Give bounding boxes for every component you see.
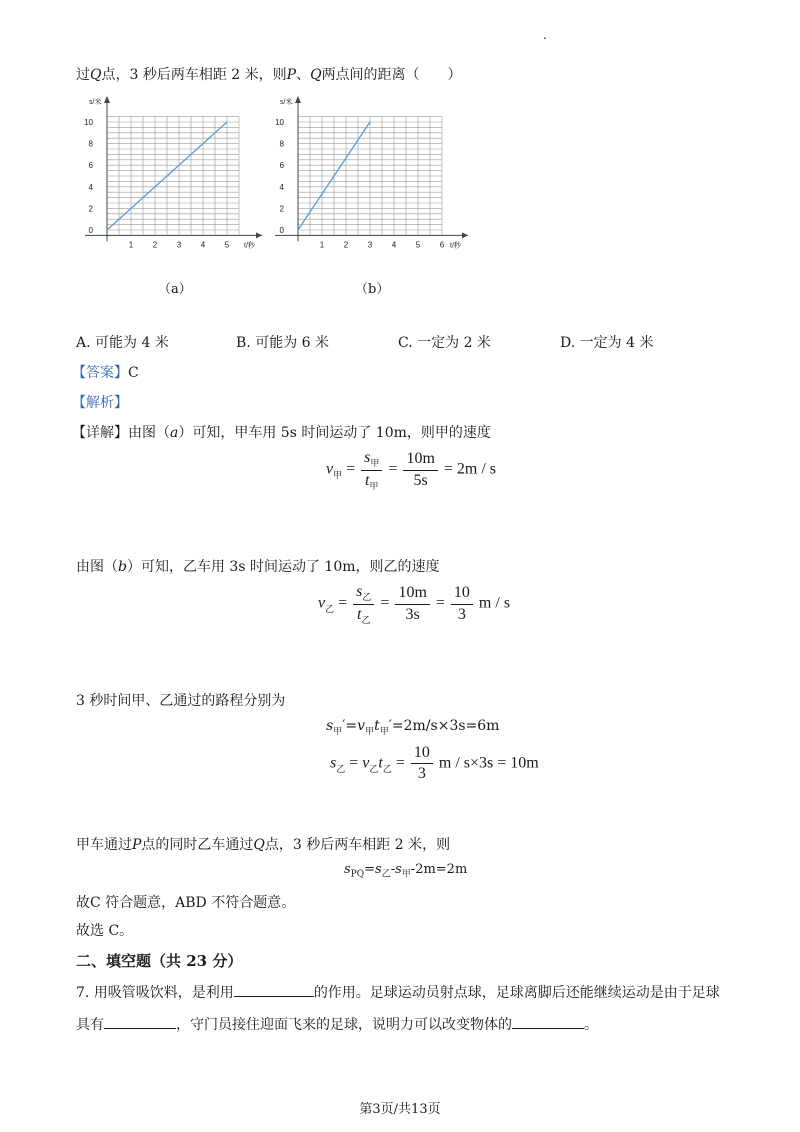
option-b: B. 可能为 6 米 bbox=[236, 335, 330, 351]
y-tick-label: 10 bbox=[275, 118, 284, 127]
x-tick-label: 2 bbox=[343, 240, 349, 250]
analysis-tag: 【解析】 bbox=[72, 395, 128, 411]
y-axis-label: s/米 bbox=[280, 99, 293, 106]
x-axis-label: t/秒 bbox=[450, 242, 461, 250]
y-tick-label: 8 bbox=[88, 139, 93, 149]
answer-line bbox=[72, 362, 139, 382]
y-tick-label: 4 bbox=[88, 182, 93, 192]
y-tick-label: 2 bbox=[279, 204, 284, 214]
equation-path-jia: $s_甲'=v_甲t_甲'=2m/s\times 3s=6m$ bbox=[326, 718, 500, 737]
y-tick-label: 0 bbox=[88, 226, 93, 235]
equation-speed-yi: $v_乙$ = $\frac{s_乙}{t_乙}$ = $\frac{10m}{3s}$ = $\frac{10}{3}$ m / s bbox=[318, 583, 511, 625]
y-tick-label: 6 bbox=[279, 161, 284, 171]
y-tick-label: 8 bbox=[279, 139, 284, 149]
x-tick-label: 5 bbox=[415, 240, 421, 250]
x-tick-label: 2 bbox=[152, 240, 158, 250]
x-tick-label: 5 bbox=[224, 240, 230, 250]
equation-path-yi: $s_乙 = v_乙t_乙$ = $\frac{10}{3}$ m / s×3s = 10m bbox=[330, 744, 539, 783]
option-a: A. 可能为 4 米 bbox=[76, 335, 169, 351]
chart-b bbox=[270, 92, 475, 267]
detail-line-b: 由图（b）可知，乙车用 3s 时间运动了 10m，则乙的速度 bbox=[76, 559, 440, 575]
chart-a bbox=[80, 92, 270, 267]
x-tick-label: 4 bbox=[200, 240, 206, 250]
y-tick-label: 0 bbox=[279, 226, 284, 235]
x-axis-label: t/秒 bbox=[244, 242, 255, 250]
option-d: D. 一定为 4 米 bbox=[560, 335, 654, 351]
x-axis-arrow bbox=[256, 232, 262, 238]
y-axis-arrow bbox=[104, 96, 110, 103]
detail-path-text: 3 秒时间甲、乙通过的路程分别为 bbox=[76, 693, 286, 709]
header-dot: . bbox=[543, 28, 547, 42]
detail-conclusion: 故C 符合题意，ABD 不符合题意。 bbox=[76, 895, 296, 911]
section-title: 二、填空题（共 23 分） bbox=[76, 952, 243, 970]
x-tick-label: 1 bbox=[128, 240, 134, 250]
equation-speed-jia: $v_甲$ = $\frac{s_甲}{t_甲}$ = $\frac{10m}{5s}$ = 2m / s bbox=[326, 449, 497, 491]
x-tick-label: 3 bbox=[367, 240, 373, 250]
question-7-line-1: 7. 用吸管吸饮料，是利用 的作用。足球运动员射点球，足球离脚后还能继续运动是由于足球 bbox=[76, 985, 720, 1001]
answer-value: C bbox=[128, 365, 139, 381]
y-tick-label: 2 bbox=[88, 204, 93, 214]
detail-line-c: 甲车通过P点的同时乙车通过Q点，3 秒后两车相距 2 米，则 bbox=[76, 837, 451, 853]
answer-tag: 【答案】 bbox=[72, 365, 128, 381]
y-axis-arrow bbox=[295, 96, 301, 103]
chart-b-caption: （b） bbox=[355, 282, 390, 297]
x-tick-label: 4 bbox=[391, 240, 397, 250]
chart-a-caption: （a） bbox=[158, 282, 192, 297]
page-footer: 第3页/共13页 bbox=[359, 1102, 441, 1117]
detail-choose: 故选 C。 bbox=[76, 923, 134, 939]
detail-line-a: 【详解】由图（a）可知，甲车用 5s 时间运动了 10m，则甲的速度 bbox=[72, 425, 491, 441]
question-7-line-2: 具有 ，守门员接住迎面飞来的足球，说明力可以改变物体的 。 bbox=[76, 1017, 598, 1033]
x-tick-label: 6 bbox=[439, 240, 445, 250]
y-axis-label: s/米 bbox=[89, 99, 102, 106]
y-tick-label: 10 bbox=[84, 118, 93, 127]
x-tick-label: 3 bbox=[176, 240, 182, 250]
y-tick-label: 6 bbox=[88, 161, 93, 171]
option-c: C. 一定为 2 米 bbox=[398, 335, 491, 351]
question-tail: 过Q点，3 秒后两车相距 2 米，则P、Q两点间的距离（ ） bbox=[76, 67, 462, 83]
x-tick-label: 1 bbox=[319, 240, 325, 250]
x-axis-arrow bbox=[462, 232, 468, 238]
y-tick-label: 4 bbox=[279, 182, 284, 192]
equation-distance-pq: $s_{PQ}=s_乙-s_甲-2m=2m$ bbox=[344, 862, 468, 880]
